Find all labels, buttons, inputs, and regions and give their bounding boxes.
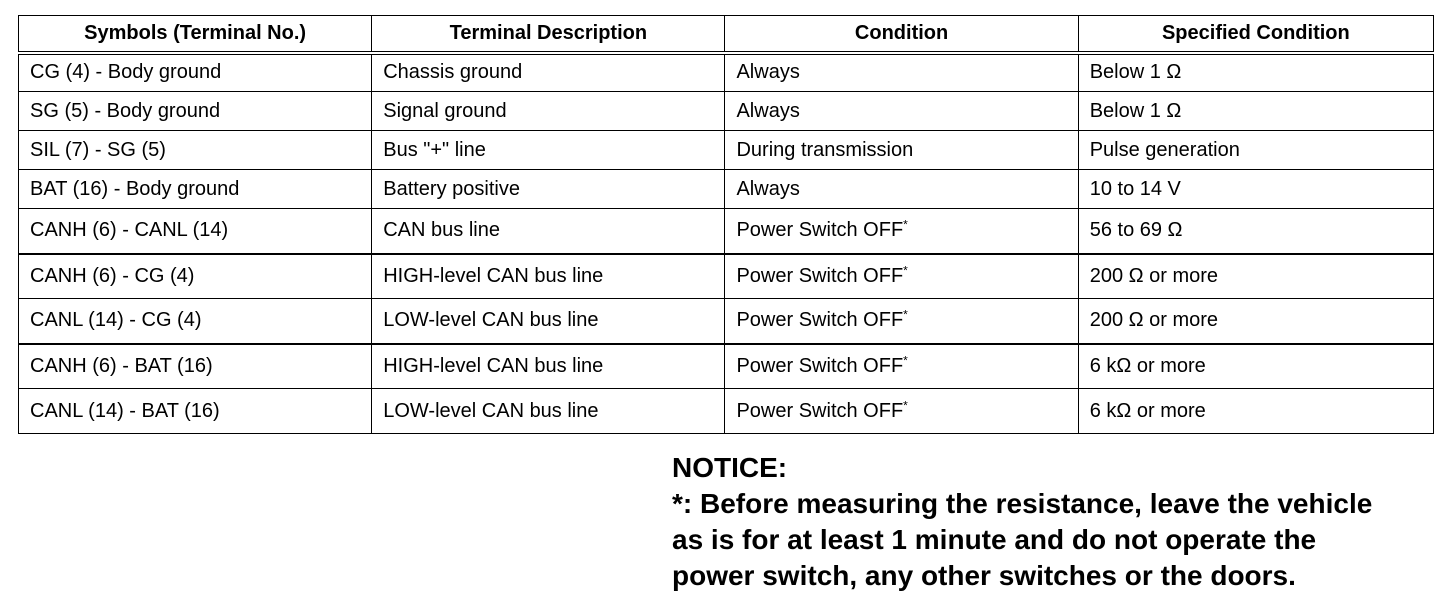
header-condition: Condition <box>725 16 1078 53</box>
footnote-mark: * <box>903 263 908 278</box>
cell-specified: Pulse generation <box>1078 131 1433 170</box>
condition-text: Power Switch OFF <box>736 354 904 377</box>
condition-text: Always <box>736 177 800 200</box>
cell-symbol: CANH (6) - CANL (14) <box>19 209 372 254</box>
table-row <box>19 254 1434 299</box>
notice-line: *: Before measuring the resistance, leave the vehicle <box>672 488 1373 519</box>
cell-condition <box>725 53 1078 92</box>
footnote-mark: * <box>903 397 908 412</box>
cell-description: Battery positive <box>372 170 725 209</box>
header-symbols: Symbols (Terminal No.) <box>19 16 372 53</box>
condition-text: Power Switch OFF <box>736 399 904 422</box>
cell-description: LOW-level CAN bus line <box>372 299 725 344</box>
cell-description: LOW-level CAN bus line <box>372 389 725 434</box>
cell-description: HIGH-level CAN bus line <box>372 344 725 389</box>
cell-symbol: SIL (7) - SG (5) <box>19 131 372 170</box>
cell-condition <box>725 131 1078 170</box>
cell-description: CAN bus line <box>372 209 725 254</box>
footnote-mark: * <box>903 307 908 322</box>
cell-symbol: CG (4) - Body ground <box>19 53 372 92</box>
notice-line: as is for at least 1 minute and do not operate the <box>672 524 1317 555</box>
condition-text: Power Switch OFF <box>736 309 904 332</box>
header-terminal-description: Terminal Description <box>372 16 725 53</box>
cell-description: Chassis ground <box>372 53 725 92</box>
cell-condition <box>725 299 1078 344</box>
cell-condition <box>725 170 1078 209</box>
cell-description: Bus "+" line <box>372 131 725 170</box>
cell-specified: 6 kΩ or more <box>1078 344 1433 389</box>
cell-condition <box>725 92 1078 131</box>
table-row <box>19 53 1434 92</box>
cell-specified: Below 1 Ω <box>1078 53 1433 92</box>
condition-text: During transmission <box>736 138 914 161</box>
cell-description: Signal ground <box>372 92 725 131</box>
table-header-row <box>19 16 1434 53</box>
cell-specified: 56 to 69 Ω <box>1078 209 1433 254</box>
table-row <box>19 299 1434 344</box>
cell-condition <box>725 389 1078 434</box>
table-row <box>19 389 1434 434</box>
cell-specified: Below 1 Ω <box>1078 92 1433 131</box>
notice-line: power switch, any other switches or the doors. <box>672 560 1296 591</box>
notice-block <box>672 450 1452 594</box>
footnote-mark: * <box>903 353 908 368</box>
cell-specified: 200 Ω or more <box>1078 254 1433 299</box>
cell-symbol: SG (5) - Body ground <box>19 92 372 131</box>
cell-condition <box>725 344 1078 389</box>
condition-text: Power Switch OFF <box>736 219 904 242</box>
table-row <box>19 131 1434 170</box>
cell-symbol: CANH (6) - BAT (16) <box>19 344 372 389</box>
cell-condition <box>725 209 1078 254</box>
cell-condition <box>725 254 1078 299</box>
cell-symbol: CANL (14) - BAT (16) <box>19 389 372 434</box>
cell-specified: 10 to 14 V <box>1078 170 1433 209</box>
table-row <box>19 209 1434 254</box>
notice-title: NOTICE: <box>672 452 788 483</box>
cell-specified: 6 kΩ or more <box>1078 389 1433 434</box>
table-row <box>19 170 1434 209</box>
condition-text: Always <box>736 61 800 84</box>
cell-symbol: CANH (6) - CG (4) <box>19 254 372 299</box>
table-row <box>19 92 1434 131</box>
cell-symbol: CANL (14) - CG (4) <box>19 299 372 344</box>
condition-text: Always <box>736 99 800 122</box>
footnote-mark: * <box>903 217 908 232</box>
cell-description: HIGH-level CAN bus line <box>372 254 725 299</box>
cell-specified: 200 Ω or more <box>1078 299 1433 344</box>
terminal-spec-table <box>18 15 1434 434</box>
header-specified-condition: Specified Condition <box>1078 16 1433 53</box>
cell-symbol: BAT (16) - Body ground <box>19 170 372 209</box>
condition-text: Power Switch OFF <box>736 264 904 287</box>
table-row <box>19 344 1434 389</box>
